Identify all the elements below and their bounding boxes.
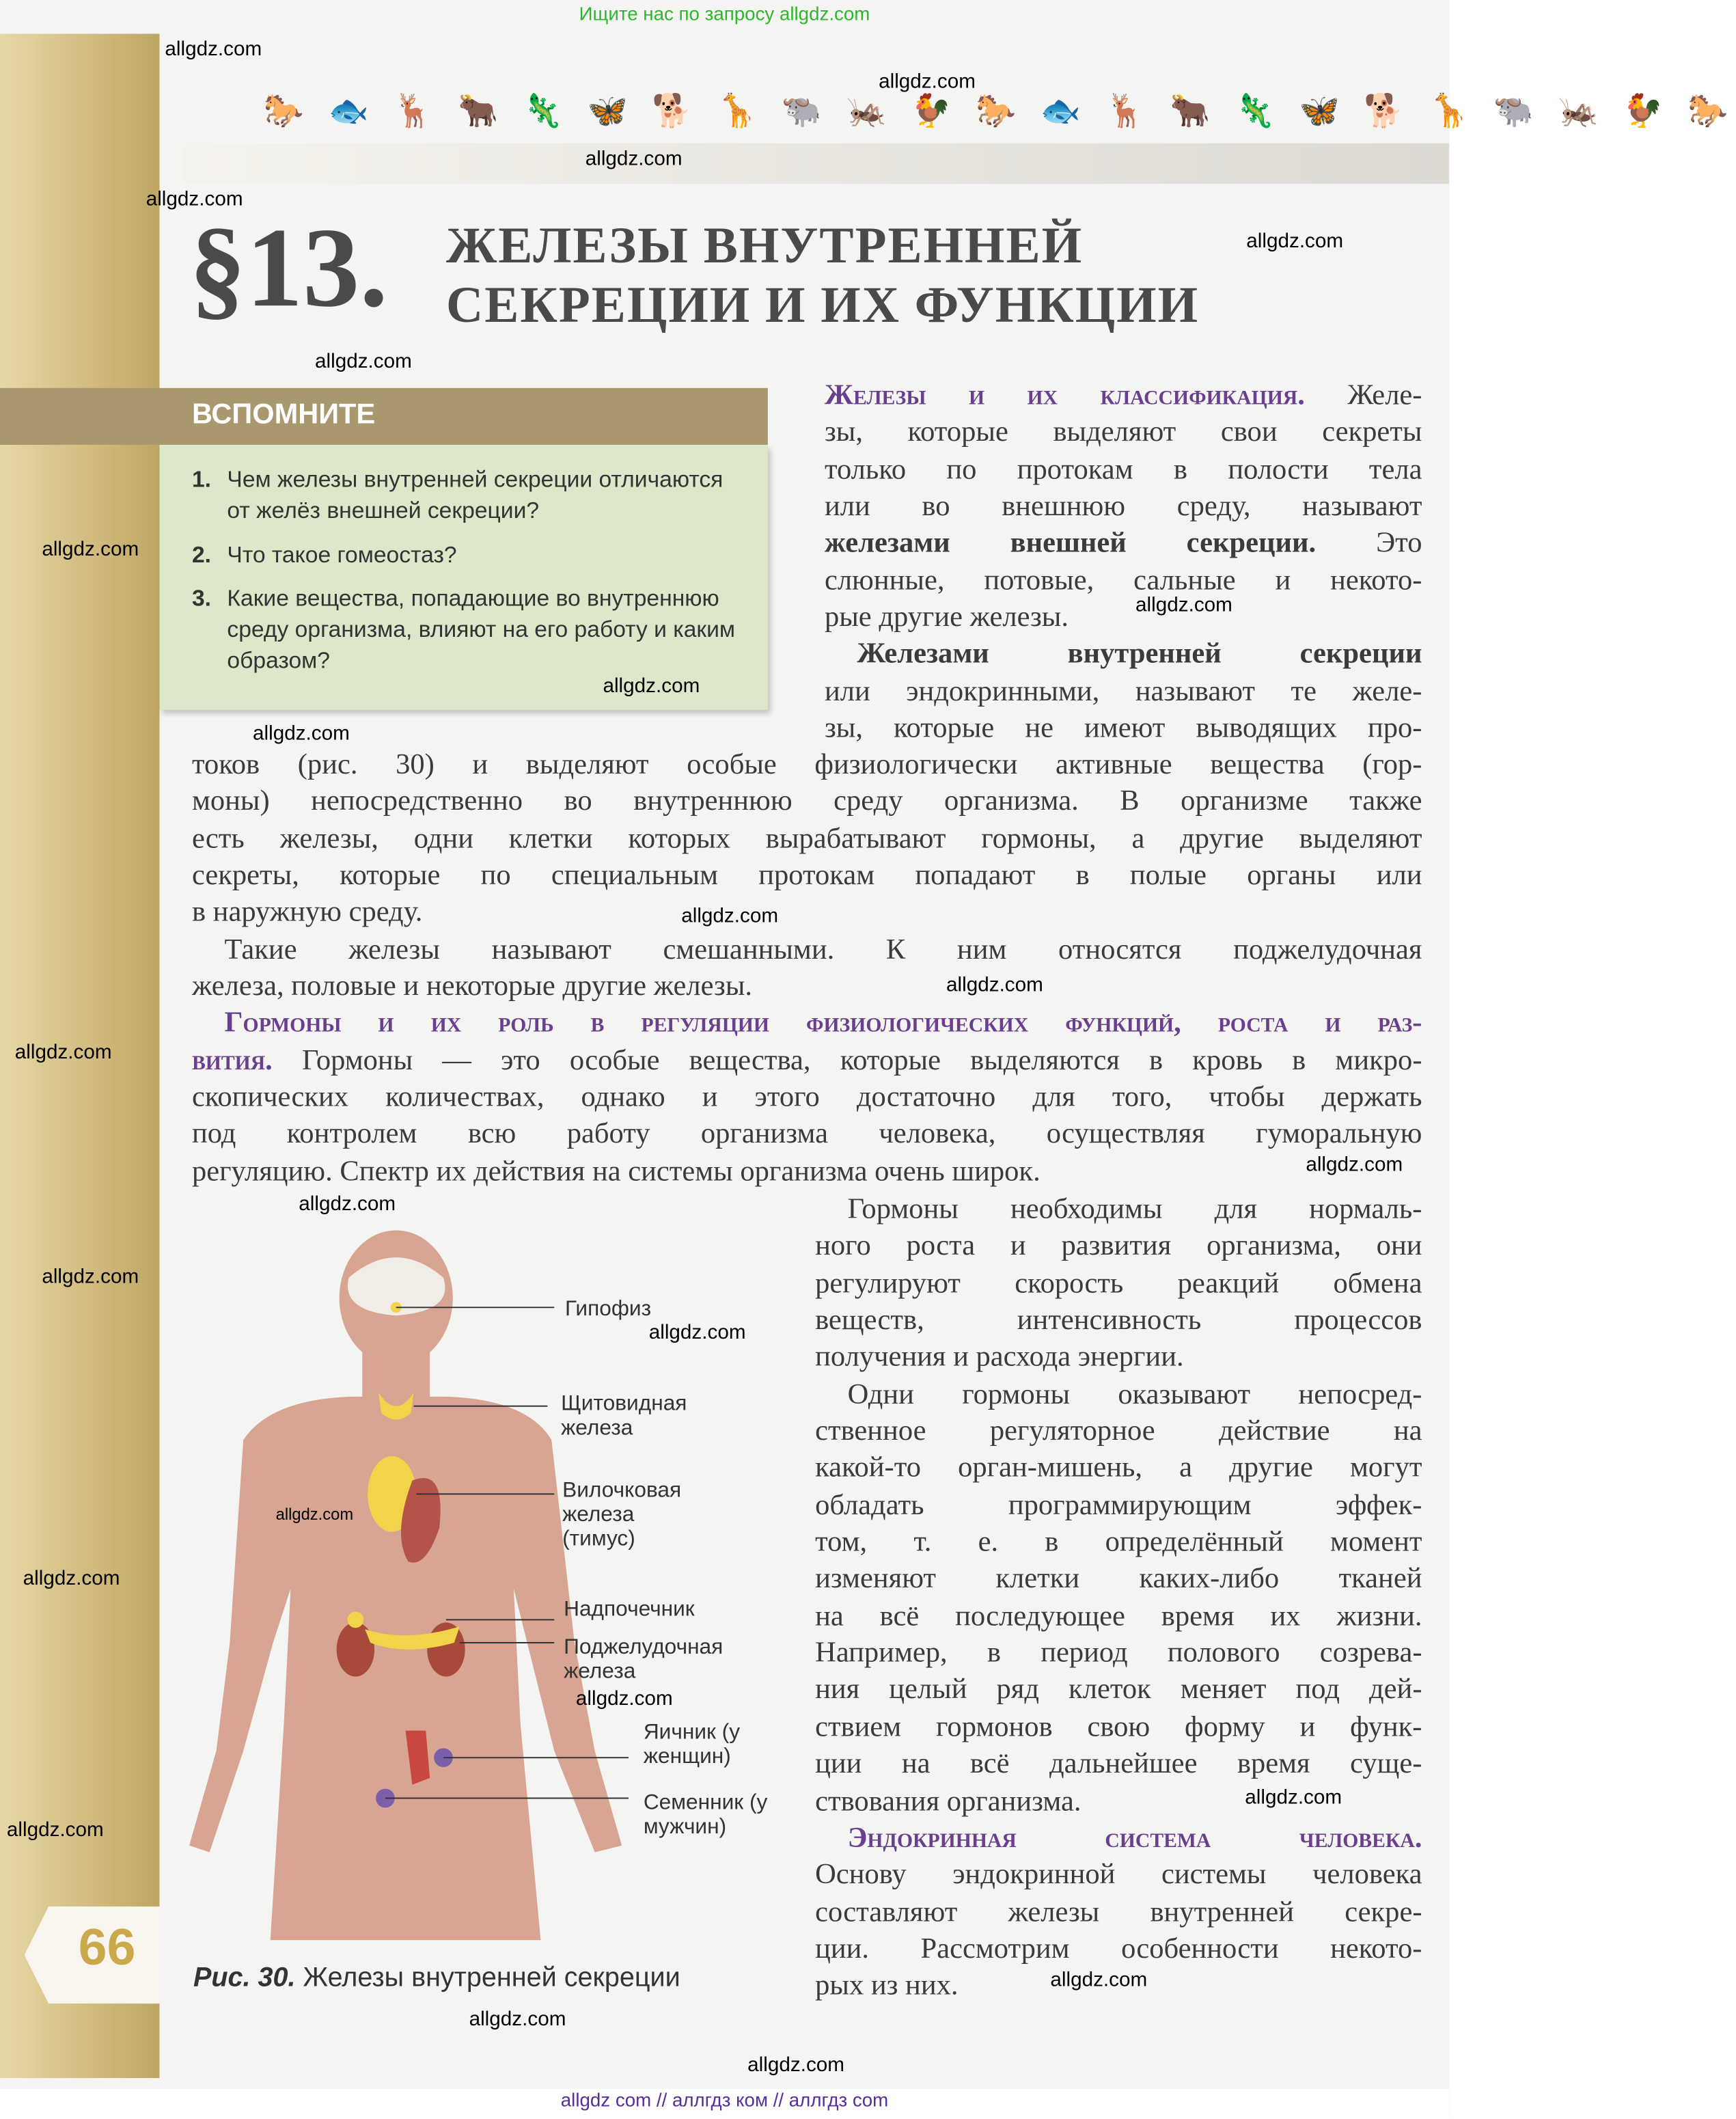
figure-caption (193, 1963, 680, 1995)
header-band (182, 143, 1449, 184)
body-text: только по протокам в полости тела (824, 452, 1422, 485)
body-text: том, т. е. в определённый момент (815, 1525, 1422, 1558)
body-text: веществ, интенсивность процессов (815, 1303, 1422, 1336)
body-text: Основу эндокринной системы человека (815, 1857, 1422, 1891)
body-text: моны) непосредственно во внутреннюю среду организма. В организме также (191, 784, 1422, 817)
body-text: есть железы, одни клетки которых вырабатывают гормоны, а другие выделяют (191, 821, 1422, 854)
label-ovary: Яичник (у женщин) (643, 1721, 741, 1769)
body-text: какой-то орган-мишень, а другие могут (815, 1451, 1422, 1484)
body-text: железа, половые и некоторые другие железы. (191, 969, 753, 1002)
body-text: секреты, которые по специальным протокам попадают в полые органы или (191, 858, 1422, 891)
text-line (192, 1116, 1422, 1153)
text-line (192, 783, 1422, 820)
text-line (825, 377, 1422, 414)
body-text: на всё последующее время их жизни. (815, 1599, 1422, 1632)
text-line (815, 1339, 1422, 1376)
watermark: allgdz.com (42, 1265, 139, 1289)
subheading-text: Железы и их классификация. (824, 379, 1305, 411)
item-text: Что такое гомеостаз? (227, 542, 457, 569)
text-line (192, 968, 1422, 1005)
text-line (815, 1820, 1422, 1857)
text-line (825, 673, 1422, 710)
text-line (192, 820, 1422, 857)
body-text: слюнные, потовые, сальные и некото- (824, 563, 1422, 597)
text-line (192, 1005, 1422, 1042)
text-line (815, 1191, 1422, 1228)
watermark: allgdz.com (603, 674, 700, 698)
body-text: Например, в период полового созрева- (815, 1636, 1422, 1669)
body-text: Гормоны необходимы для нормаль- (847, 1192, 1422, 1225)
term-text: Железами внутренней секреции (857, 637, 1422, 670)
title-line-1: ЖЕЛЕЗЫ ВНУТРЕННЕЙ (445, 217, 1084, 275)
subheading-text: Гормоны и их роль в регуляции физиологических функций, роста и раз- (224, 1006, 1422, 1039)
page-number: 66 (78, 1919, 136, 1977)
text-line (825, 599, 1422, 636)
watermark: allgdz.com (6, 1818, 104, 1842)
text-block-endocrine (815, 1191, 1422, 2004)
watermark: allgdz.com (681, 904, 779, 928)
watermark: allgdz.com (747, 2053, 845, 2077)
text-line (825, 488, 1422, 525)
text-line (815, 1671, 1422, 1708)
section-title (446, 217, 1199, 336)
watermark: allgdz.com (946, 973, 1043, 997)
watermark: allgdz.com (585, 147, 683, 171)
label-testis: Семенник (у мужчин) (643, 1791, 768, 1839)
text-line (825, 414, 1422, 451)
term-text: железами внешней секреции. (824, 526, 1317, 559)
text-line (825, 710, 1422, 747)
text-line (825, 562, 1422, 599)
item-text: Какие вещества, попадающие во внутреннюю среду организма, влияют на его работу и каким образом? (227, 585, 736, 674)
title-line-2: СЕКРЕЦИИ И ИХ ФУНКЦИИ (445, 277, 1200, 334)
text-line (815, 1930, 1422, 1967)
body-text: ствования организма. (815, 1783, 1081, 1817)
text-line (815, 1709, 1422, 1746)
label-thymus: Вилочковая железа (тимус) (562, 1479, 682, 1551)
body-text: Одни гормоны оказывают непосред- (847, 1377, 1422, 1410)
adrenal-icon (348, 1611, 364, 1628)
body-text: рых из них. (815, 1969, 959, 2001)
item-number: 1. (191, 466, 212, 493)
body-text: регулируют скорость реакций обмена (815, 1266, 1422, 1299)
text-line (815, 1746, 1422, 1783)
text-line (192, 1153, 1422, 1190)
label-thyroid: Щитовидная железа (561, 1392, 687, 1440)
watermark: allgdz.com (275, 1505, 354, 1524)
watermark: allgdz.com (1135, 593, 1232, 617)
text-line (815, 1376, 1422, 1413)
text-block-hormones (192, 746, 1422, 1190)
body-text: рые другие железы. (824, 600, 1069, 633)
body-text: изменяют клетки каких-либо тканей (815, 1562, 1422, 1595)
watermark: allgdz.com (1306, 1153, 1403, 1177)
top-search-note: Ищите нас по запросу allgdz.com (579, 2, 870, 25)
watermark: allgdz.com (1050, 1968, 1148, 1992)
remember-box (159, 445, 767, 710)
body-text: зы, которые не имеют выводящих про- (824, 711, 1422, 744)
label-pituitary: Гипофиз (565, 1298, 652, 1322)
text-line (815, 1598, 1422, 1635)
body-text: обладать программирующим эффек- (815, 1488, 1422, 1521)
watermark: allgdz.com (469, 2008, 566, 2031)
body-text: Гормоны — это особые вещества, которые выделяются в кровь в микро- (272, 1043, 1422, 1076)
text-line (815, 1561, 1422, 1598)
watermark: allgdz.com (1246, 230, 1344, 253)
subheading-text: Эндокринная система человека. (847, 1820, 1422, 1854)
remember-item (192, 583, 749, 676)
text-line (192, 1079, 1422, 1116)
watermark: allgdz.com (165, 38, 262, 61)
caption-text: Железы внутренней секреции (303, 1963, 680, 1993)
watermark: allgdz.com (14, 1041, 112, 1065)
body-text: регуляцию. Спектр их действия на системы организма очень широк. (191, 1154, 1041, 1187)
text-line (815, 1450, 1422, 1487)
label-pancreas: Поджелудочная железа (564, 1636, 724, 1684)
text-line (825, 636, 1422, 673)
body-text: ции на всё дальнейшее время суще- (815, 1747, 1422, 1780)
text-line (825, 451, 1422, 488)
text-line (815, 1857, 1422, 1894)
text-line (815, 1265, 1422, 1302)
body-text: или во внешнюю среду, называют (824, 489, 1422, 522)
body-text: получения и расхода энергии. (815, 1340, 1184, 1373)
body-text: Такие железы называют смешанными. К ним относятся поджелудочная (224, 932, 1422, 966)
text-line (815, 1635, 1422, 1671)
text-line (815, 1413, 1422, 1450)
text-line (192, 931, 1422, 968)
body-text: ного роста и развития организма, они (815, 1229, 1422, 1262)
text-line (815, 1894, 1422, 1930)
watermark: allgdz.com (575, 1687, 673, 1710)
body-silhouette (189, 1231, 622, 1941)
watermark: allgdz.com (23, 1567, 120, 1590)
body-text: под контролем всю работу организма человека, осуществляя гуморальную (191, 1117, 1422, 1150)
body-text: ния целый ряд клеток меняет под дей- (815, 1673, 1422, 1706)
body-text: Это (1316, 526, 1422, 559)
body-text: зы, которые выделяют свои секреты (824, 415, 1422, 448)
label-adrenal: Надпочечник (564, 1598, 695, 1622)
watermark: allgdz.com (252, 722, 350, 746)
bottom-watermark-note: allgdz com // аллгдз ком // аллгдз com (0, 2089, 1449, 2119)
watermark: allgdz.com (42, 538, 139, 562)
animal-frieze-decoration: 🐎 🐟 🦌 🐂 🦎 🦋 🐕 🦒 🐃 🦗 🐓 🐎 🐟 🦌 🐂 🦎 🦋 🐕 🦒 🐃 🦗 🐓 🐎 (263, 94, 1736, 130)
body-text: в наружную среду. (191, 895, 423, 929)
remember-item (192, 464, 749, 526)
body-text: скопических количествах, однако и этого достаточно для того, чтобы держать (191, 1080, 1422, 1113)
remember-item (192, 539, 749, 571)
body-text: токов (рис. 30) и выделяют особые физиологически активные вещества (гор- (191, 748, 1422, 780)
watermark: allgdz.com (315, 350, 412, 374)
section-number: §13. (189, 205, 388, 331)
text-block-classification (825, 377, 1422, 747)
caption-prefix: Рис. 30. (193, 1963, 296, 1993)
body-text: Желе- (1304, 379, 1422, 411)
body-text: составляют железы внутренней секре- (815, 1895, 1422, 1928)
body-text: ствием гормонов свою форму и функ- (815, 1710, 1422, 1743)
remember-heading: ВСПОМНИТЕ (191, 398, 376, 430)
item-number: 3. (191, 585, 212, 612)
text-line (192, 857, 1422, 894)
item-number: 2. (191, 542, 212, 569)
text-line (192, 746, 1422, 783)
body-text: или эндокринными, называют те желе- (824, 674, 1422, 707)
text-line (825, 525, 1422, 562)
watermark: allgdz.com (299, 1192, 396, 1216)
subheading-text: вития. (191, 1043, 273, 1076)
watermark: allgdz.com (648, 1321, 746, 1344)
item-text: Чем железы внутренней секреции отличаются от желёз внешней секреции? (227, 466, 724, 523)
text-line (815, 1524, 1422, 1561)
body-text: ственное регуляторное действие на (815, 1414, 1422, 1447)
watermark: allgdz.com (146, 188, 243, 211)
text-line (815, 1302, 1422, 1339)
watermark: allgdz.com (879, 70, 976, 94)
body-text: ции. Рассмотрим особенности некото- (815, 1932, 1422, 1965)
watermark: allgdz.com (1245, 1786, 1342, 1809)
text-line (815, 1228, 1422, 1265)
text-line (815, 1487, 1422, 1524)
text-line (192, 894, 1422, 931)
text-line (192, 1042, 1422, 1079)
remember-header (0, 388, 768, 445)
